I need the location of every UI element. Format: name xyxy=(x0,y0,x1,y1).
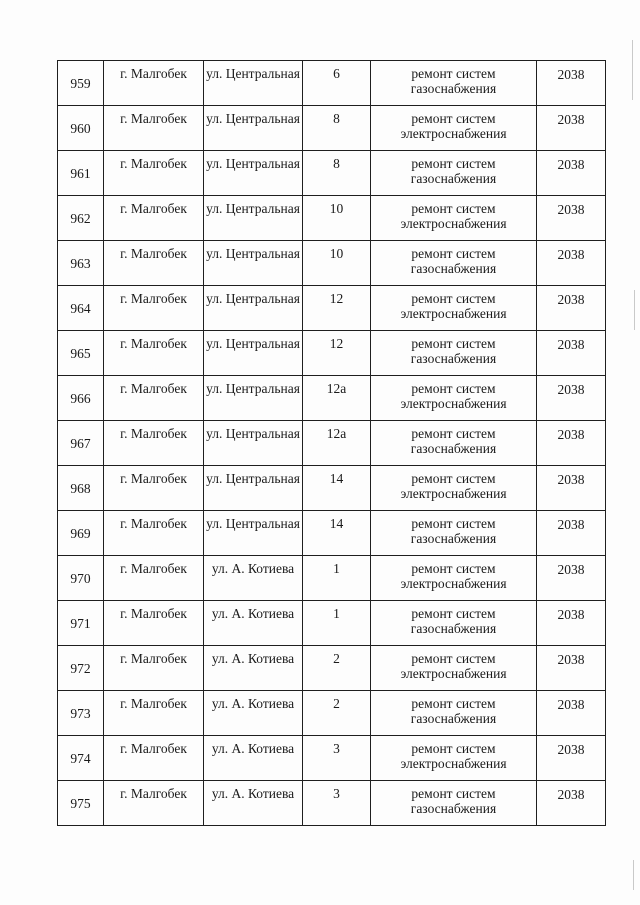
cell-year: 2038 xyxy=(537,691,606,736)
cell-number: 960 xyxy=(58,106,104,151)
cell-house: 3 xyxy=(303,781,371,826)
cell-house: 6 xyxy=(303,61,371,106)
cell-year: 2038 xyxy=(537,241,606,286)
cell-street: ул. Центральная xyxy=(204,421,303,466)
cell-work-type: ремонт систем газоснабжения xyxy=(371,61,537,106)
cell-number: 975 xyxy=(58,781,104,826)
cell-year: 2038 xyxy=(537,736,606,781)
cell-city: г. Малгобек xyxy=(104,106,204,151)
cell-house: 2 xyxy=(303,646,371,691)
scan-artifact xyxy=(633,860,634,890)
cell-house: 1 xyxy=(303,601,371,646)
cell-street: ул. Центральная xyxy=(204,241,303,286)
cell-work-type: ремонт систем электроснабжения xyxy=(371,556,537,601)
cell-number: 964 xyxy=(58,286,104,331)
cell-city: г. Малгобек xyxy=(104,511,204,556)
cell-city: г. Малгобек xyxy=(104,241,204,286)
cell-number: 969 xyxy=(58,511,104,556)
table-row xyxy=(58,556,606,601)
cell-house: 8 xyxy=(303,106,371,151)
cell-work-type: ремонт систем газоснабжения xyxy=(371,601,537,646)
cell-number: 974 xyxy=(58,736,104,781)
table-row xyxy=(58,511,606,556)
cell-house: 10 xyxy=(303,241,371,286)
table-body xyxy=(58,61,606,826)
cell-city: г. Малгобек xyxy=(104,466,204,511)
cell-street: ул. А. Котиева xyxy=(204,691,303,736)
table-row xyxy=(58,61,606,106)
cell-house: 12 xyxy=(303,286,371,331)
scan-artifact xyxy=(634,290,635,330)
cell-street: ул. А. Котиева xyxy=(204,646,303,691)
cell-house: 12 xyxy=(303,331,371,376)
cell-house: 1 xyxy=(303,556,371,601)
table-row xyxy=(58,646,606,691)
cell-number: 973 xyxy=(58,691,104,736)
cell-street: ул. А. Котиева xyxy=(204,601,303,646)
table-row xyxy=(58,331,606,376)
cell-number: 961 xyxy=(58,151,104,196)
cell-work-type: ремонт систем электроснабжения xyxy=(371,196,537,241)
cell-street: ул. Центральная xyxy=(204,331,303,376)
cell-number: 959 xyxy=(58,61,104,106)
cell-city: г. Малгобек xyxy=(104,331,204,376)
cell-city: г. Малгобек xyxy=(104,646,204,691)
cell-year: 2038 xyxy=(537,781,606,826)
table-row xyxy=(58,781,606,826)
cell-street: ул. Центральная xyxy=(204,376,303,421)
cell-city: г. Малгобек xyxy=(104,781,204,826)
cell-city: г. Малгобек xyxy=(104,286,204,331)
cell-street: ул. Центральная xyxy=(204,106,303,151)
cell-street: ул. А. Котиева xyxy=(204,781,303,826)
cell-year: 2038 xyxy=(537,376,606,421)
cell-city: г. Малгобек xyxy=(104,421,204,466)
cell-work-type: ремонт систем газоснабжения xyxy=(371,241,537,286)
cell-city: г. Малгобек xyxy=(104,196,204,241)
scan-artifact xyxy=(632,40,633,100)
cell-house: 12а xyxy=(303,421,371,466)
table-row xyxy=(58,376,606,421)
cell-work-type: ремонт систем газоснабжения xyxy=(371,421,537,466)
cell-house: 8 xyxy=(303,151,371,196)
cell-year: 2038 xyxy=(537,646,606,691)
cell-street: ул. Центральная xyxy=(204,286,303,331)
cell-house: 2 xyxy=(303,691,371,736)
cell-number: 966 xyxy=(58,376,104,421)
table-row xyxy=(58,196,606,241)
table-row xyxy=(58,286,606,331)
cell-work-type: ремонт систем газоснабжения xyxy=(371,151,537,196)
table-row xyxy=(58,151,606,196)
cell-year: 2038 xyxy=(537,466,606,511)
cell-street: ул. Центральная xyxy=(204,511,303,556)
cell-street: ул. А. Котиева xyxy=(204,556,303,601)
cell-city: г. Малгобек xyxy=(104,736,204,781)
cell-house: 14 xyxy=(303,511,371,556)
cell-city: г. Малгобек xyxy=(104,376,204,421)
cell-year: 2038 xyxy=(537,601,606,646)
cell-number: 971 xyxy=(58,601,104,646)
cell-work-type: ремонт систем газоснабжения xyxy=(371,691,537,736)
cell-year: 2038 xyxy=(537,421,606,466)
cell-city: г. Малгобек xyxy=(104,691,204,736)
cell-city: г. Малгобек xyxy=(104,151,204,196)
cell-street: ул. Центральная xyxy=(204,61,303,106)
cell-number: 972 xyxy=(58,646,104,691)
cell-work-type: ремонт систем электроснабжения xyxy=(371,646,537,691)
cell-work-type: ремонт систем электроснабжения xyxy=(371,286,537,331)
cell-year: 2038 xyxy=(537,196,606,241)
cell-city: г. Малгобек xyxy=(104,61,204,106)
cell-work-type: ремонт систем газоснабжения xyxy=(371,331,537,376)
cell-street: ул. Центральная xyxy=(204,196,303,241)
cell-house: 10 xyxy=(303,196,371,241)
cell-city: г. Малгобек xyxy=(104,556,204,601)
cell-work-type: ремонт систем электроснабжения xyxy=(371,466,537,511)
table-row xyxy=(58,601,606,646)
cell-street: ул. Центральная xyxy=(204,466,303,511)
cell-year: 2038 xyxy=(537,151,606,196)
cell-house: 12а xyxy=(303,376,371,421)
table-row xyxy=(58,691,606,736)
cell-work-type: ремонт систем газоснабжения xyxy=(371,511,537,556)
cell-city: г. Малгобек xyxy=(104,601,204,646)
cell-year: 2038 xyxy=(537,106,606,151)
cell-work-type: ремонт систем электроснабжения xyxy=(371,376,537,421)
cell-work-type: ремонт систем электроснабжения xyxy=(371,106,537,151)
cell-work-type: ремонт систем газоснабжения xyxy=(371,781,537,826)
table-row xyxy=(58,241,606,286)
cell-number: 967 xyxy=(58,421,104,466)
cell-street: ул. А. Котиева xyxy=(204,736,303,781)
table-row xyxy=(58,106,606,151)
cell-work-type: ремонт систем электроснабжения xyxy=(371,736,537,781)
cell-street: ул. Центральная xyxy=(204,151,303,196)
cell-number: 965 xyxy=(58,331,104,376)
table-row xyxy=(58,466,606,511)
cell-year: 2038 xyxy=(537,331,606,376)
cell-number: 963 xyxy=(58,241,104,286)
cell-number: 962 xyxy=(58,196,104,241)
cell-year: 2038 xyxy=(537,511,606,556)
cell-year: 2038 xyxy=(537,556,606,601)
cell-year: 2038 xyxy=(537,286,606,331)
cell-house: 3 xyxy=(303,736,371,781)
cell-house: 14 xyxy=(303,466,371,511)
table-row xyxy=(58,736,606,781)
cell-number: 970 xyxy=(58,556,104,601)
repair-schedule-table xyxy=(57,60,606,826)
cell-number: 968 xyxy=(58,466,104,511)
cell-year: 2038 xyxy=(537,61,606,106)
table-row xyxy=(58,421,606,466)
